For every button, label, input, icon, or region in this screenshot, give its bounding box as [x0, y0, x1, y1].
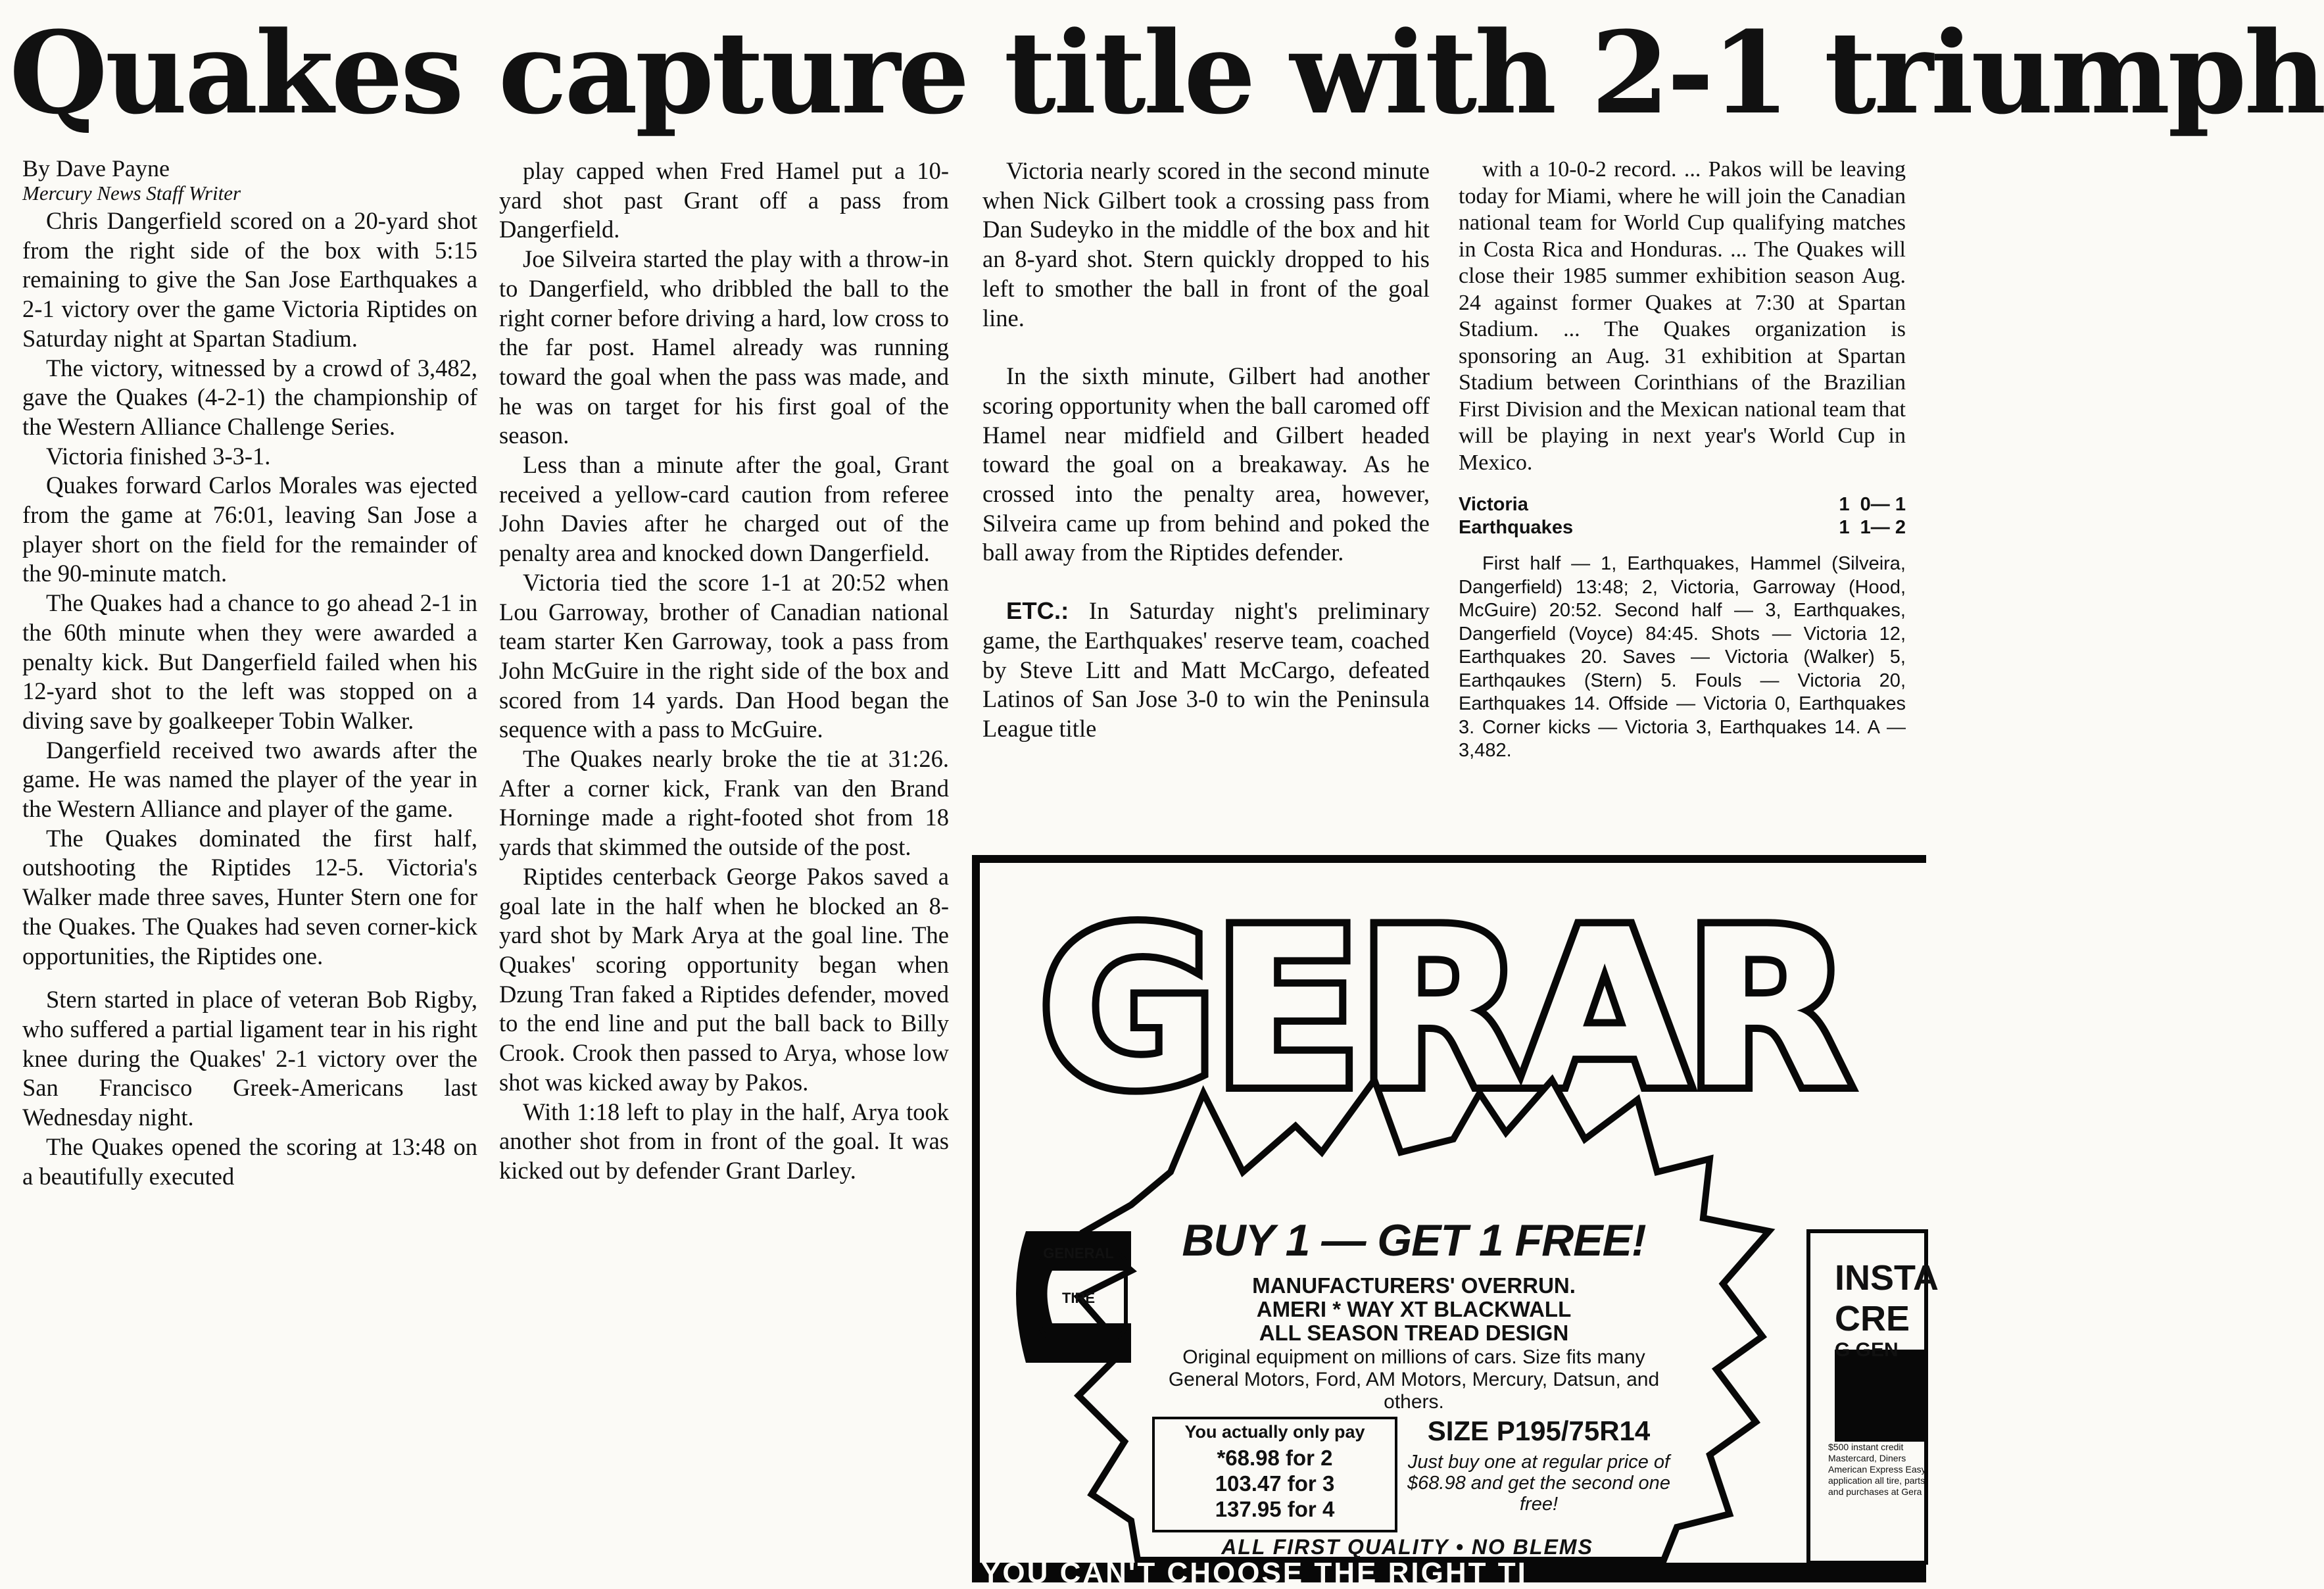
ad-line-1: MANUFACTURERS' OVERRUN. [1252, 1273, 1576, 1298]
article-paragraph: The Quakes dominated the first half, outshooting the Riptides 12-5. Victoria's Walker made three saves, Hunter Stern one for the Quakes. The Quakes had seven corner-kick opportunities, the Riptides one. [22, 824, 477, 969]
tag-top: GENERAL [1043, 1245, 1114, 1261]
article-paragraph: With 1:18 left to play in the half, Arya took another shot from in front of the goal. It was kicked out by defender Grant Darley. [499, 1098, 949, 1184]
article-paragraph: Chris Dangerfield scored on a 20-yard shot from the right side of the box with 5:15 remaining to give the San Jose Earthquakes a 2-1 victory over the game Victoria Riptides on Saturday night at Spartan Stadium. [22, 207, 477, 352]
etc-paragraph [982, 597, 1430, 744]
article-paragraph: Riptides centerback George Pakos saved a goal late in the half when he blocked an 8-yard shot by Mark Arya at the goal line. The Quakes' scoring opportunity began when Dzung Tran faked a Riptides defender, moved to the end line and put the ball back to Billy Crook. Crook then passed to Arya, whose low shot was kicked away by Pakos. [499, 862, 949, 1096]
column-3-body [982, 157, 1430, 568]
price-line: 103.47 for 3 [1215, 1471, 1335, 1496]
tire-advertisement [972, 855, 1939, 1589]
tag-bottom: TIRE [1061, 1290, 1096, 1306]
ad-line-3: ALL SEASON TREAD DESIGN [1259, 1321, 1569, 1345]
article-paragraph: Victoria nearly scored in the second minute when Nick Gilbert took a crossing pass from Dan Sudeyko in the middle of the box and hit an 8-yard shot. Stern quickly dropped to his left to smother the ball in front of the goal line. [982, 157, 1430, 331]
box-score-line: 1 1— 2 [1839, 517, 1906, 538]
ad-panel [980, 863, 1939, 1563]
box-score [1459, 493, 1906, 763]
article-paragraph: Less than a minute after the goal, Grant received a yellow-card caution from referee John Davies after he charged out of the penalty area and knocked down Dangerfield. [499, 451, 949, 567]
article-paragraph: Dangerfield received two awards after the game. He was named the player of the year in the Western Alliance and player of the game. [22, 736, 477, 823]
article-column-3 [982, 157, 1430, 744]
headline: Quakes capture title with 2-1 triumph [9, 6, 2324, 139]
article-column-1 [22, 157, 477, 1191]
price-head: You actually only pay [1184, 1422, 1365, 1442]
etc-text: In Saturday night's preliminary game, the Earthquakes' reserve team, coached by Steve Litt and Matt McCargo, defeated Latinos of San Jose 3-0 to win the Peninsula League title [982, 597, 1430, 742]
article-paragraph: with a 10-0-2 record. ... Pakos will be leaving today for Miami, where he will join the Canadian national team for World Cup qualifying matches in Costa Rica and Honduras. ... The Quakes will close their 1985 summer exhibition season Aug. 24 against former Quakes at 7:30 at Spartan Stadium. ... The Quakes organization is sponsoring an Aug. 31 exhibition at Spartan Stadium between Corinthians of the Brazilian First Division and the Mexican national team that will be playing in next year's World Cup in Mexico. [1459, 157, 1906, 475]
price-line: 137.95 for 4 [1215, 1497, 1335, 1521]
price-line: *68.98 for 2 [1217, 1446, 1333, 1470]
column-2-body [499, 157, 949, 1186]
ad-feature-lines [1177, 1274, 1651, 1345]
ad-bottom-slogan: YOU CAN'T CHOOSE THE RIGHT TI [981, 1557, 1528, 1589]
article-paragraph: play capped when Fred Hamel put a 10-yard shot past Grant off a pass from Dangerfield. [499, 157, 949, 243]
quality-line: ALL FIRST QUALITY • NO BLEMS [1221, 1535, 1593, 1559]
right-fragment-3: G GEN [1835, 1339, 1899, 1361]
article-column-2 [499, 157, 949, 1186]
right-fragment-2: CRE [1835, 1299, 1910, 1338]
etc-label: ETC.: [1006, 597, 1069, 625]
promo-headline: BUY 1 — GET 1 FREE! [1182, 1215, 1646, 1265]
general-tire-tag [1026, 1231, 1131, 1321]
right-panel-heading [1835, 1258, 1966, 1361]
box-score-row [1459, 516, 1906, 539]
right-fragment-1: INSTA [1835, 1258, 1939, 1298]
box-score-line: 1 0— 1 [1839, 494, 1906, 515]
article-paragraph: Victoria tied the score 1-1 at 20:52 when Lou Garroway, brother of Canadian national team starter Ken Garroway, took a pass from John McGuire in the right side of the box and scored from 14 yards. Dan Hood began the sequence with a pass to McGuire. [499, 568, 949, 743]
article-paragraph: Joe Silveira started the play with a throw-in to Dangerfield, who dribbled the ball to the right corner before driving a hard, low cross to the far post. Hamel already was running toward the goal when the pass was made, and he was on target for his first goal of the season. [499, 245, 949, 449]
article-paragraph: The Quakes opened the scoring at 13:48 on a beautifully executed [22, 1133, 477, 1190]
article-paragraph: Quakes forward Carlos Morales was ejected from the game at 76:01, leaving San Jose a player short on the field for the remainder of the 90-minute match. [22, 472, 477, 587]
byline: By Dave Payne [22, 155, 170, 182]
price-box [1152, 1417, 1397, 1532]
credit-fine-print: $500 instant credit Mastercard, Diners American Express Easy application all tire, parts and purchases at Gera [1828, 1442, 1926, 1497]
box-score-team: Victoria [1459, 494, 1528, 515]
box-score-row [1459, 493, 1906, 516]
column-4-body [1459, 157, 1906, 476]
column-1-body [22, 207, 477, 1191]
box-score-summary: First half — 1, Earthquakes, Hammel (Silveira, Dangerfield) 13:48; 2, Victoria, Garroway (Hood, McGuire) 20:52. Second half — 3, Earthquakes, Dangerfield (Voyce) 84:45. Shots — Victoria 12, Earthquakes 20. Saves — Victoria (Walker) 5, Earthqaukes (Stern) 5. Fouls — Victoria 20, Earthquakes 14. Offside — Victoria 0, Earthquakes 3. Corner kicks — Victoria 3, Earthquakes 14. A — 3,482. [1459, 553, 1906, 761]
article-paragraph: In the sixth minute, Gilbert had another scoring opportunity when the ball caromed off Hamel near midfield and Gilbert headed toward the goal on a breakaway. As he crossed into the penalty area, however, Silveira came up from behind and poked the ball away from the Riptides defender. [982, 362, 1430, 566]
ad-line-2: AMERI * WAY XT BLACKWALL [1256, 1297, 1572, 1321]
article-column-4 [1459, 157, 1906, 763]
byline-title: Mercury News Staff Writer [22, 182, 241, 205]
tire-size: SIZE P195/75R14 [1427, 1415, 1651, 1446]
article-paragraph: Stern started in place of veteran Bob Rigby, who suffered a partial ligament tear in his right knee during the Quakes' 2-1 victory over the San Francisco Greek-Americans last Wednesday night. [22, 986, 477, 1131]
ad-fitment-text: Original equipment on millions of cars. Size fits many General Motors, Ford, AM Motors, Mercury, Datsun, and others. [1168, 1346, 1660, 1413]
credit-card-graphic [1835, 1350, 1927, 1442]
box-score-team: Earthquakes [1459, 517, 1574, 538]
article-paragraph: Victoria finished 3-3-1. [46, 442, 271, 470]
size-note: Just buy one at regular price of $68.98 and get the second one free! [1407, 1452, 1670, 1515]
article-paragraph: The victory, witnessed by a crowd of 3,482, gave the Quakes (4-2-1) the championship of the Western Alliance Challenge Series. [22, 354, 477, 440]
ad-brand-name: GERAR [1039, 883, 1848, 1136]
article-paragraph: The Quakes had a chance to go ahead 2-1 in the 60th minute when they were awarded a penalty kick. But Dangerfield failed when his 12-yard shot to the left was stopped on a diving save by goalkeeper Tobin Walker. [22, 589, 477, 734]
article-paragraph: The Quakes nearly broke the tie at 31:26. After a corner kick, Frank van den Brand Horninge made a right-footed shot from 18 yards that skimmed the outside of the post. [499, 745, 949, 861]
